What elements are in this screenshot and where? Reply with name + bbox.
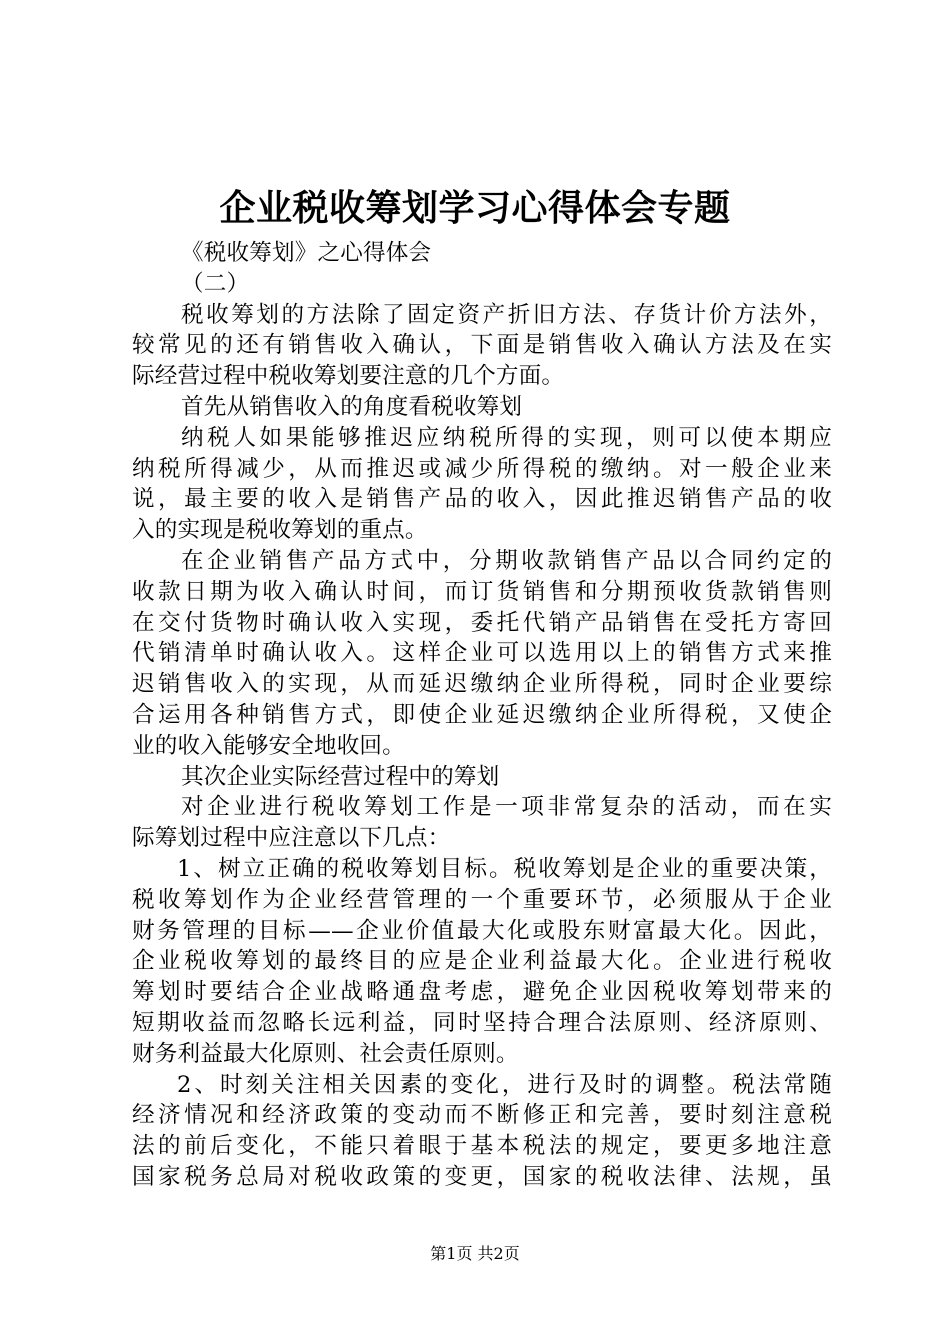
paragraph-line: 入的实现是税收筹划的重点。 [132, 517, 428, 544]
paragraph-line: 际筹划过程中应注意以下几点： [132, 825, 451, 852]
paragraph-line: 在企业销售产品方式中，分期收款销售产品以合同约定的 [181, 547, 832, 574]
paragraph-line: 企业税收筹划的最终目的应是企业利益最大化。企业进行税收 [132, 948, 832, 975]
paragraph-line: 迟销售收入的实现，从而延迟缴纳企业所得税，同时企业要综 [132, 671, 832, 698]
paragraph-line: 税收筹划作为企业经营管理的一个重要环节，必须服从于企业 [132, 886, 832, 913]
paragraph-line: 经济情况和经济政策的变动而不断修正和完善，要时刻注意税 [132, 1102, 832, 1129]
paragraph-line: 国家税务总局对税收政策的变更，国家的税收法律、法规，虽 [132, 1163, 832, 1190]
paragraph-line: 际经营过程中税收筹划要注意的几个方面。 [132, 363, 565, 390]
list-item-line: 2、时刻关注相关因素的变化，进行及时的调整。税法常随 [177, 1071, 832, 1098]
paragraph-line: 法的前后变化，不能只着眼于基本税法的规定，要更多地注意 [132, 1133, 832, 1160]
list-item-line: 1、树立正确的税收筹划目标。税收筹划是企业的重要决策， [177, 855, 832, 882]
paragraph-line: 说，最主要的收入是销售产品的收入，因此推迟销售产品的收 [132, 486, 832, 513]
paragraph-line: 纳税人如果能够推迟应纳税所得的实现，则可以使本期应 [181, 424, 832, 451]
section-heading: 其次企业实际经营过程中的筹划 [181, 763, 500, 790]
paragraph-line: 筹划时要结合企业战略通盘考虑，避免企业因税收筹划带来的 [132, 979, 832, 1006]
paragraph-line: 财务利益最大化原则、社会责任原则。 [132, 1040, 519, 1067]
paragraph-line: 税收筹划的方法除了固定资产折旧方法、存货计价方法外， [181, 301, 832, 328]
paragraph-line: 业的收入能够安全地收回。 [132, 732, 405, 759]
paragraph-line: 较常见的还有销售收入确认，下面是销售收入确认方法及在实 [132, 332, 832, 359]
paragraph-line: 代销清单时确认收入。这样企业可以选用以上的销售方式来推 [132, 640, 832, 667]
paragraph-line: 短期收益而忽略长远利益，同时坚持合理合法原则、经济原则、 [132, 1009, 832, 1036]
paragraph-line: 财务管理的目标——企业价值最大化或股东财富最大化。因此， [132, 917, 832, 944]
section-heading: 首先从销售收入的角度看税收筹划 [181, 393, 523, 420]
paragraph-line: 合运用各种销售方式，即使企业延迟缴纳企业所得税，又使企 [132, 701, 832, 728]
document-title: 企业税收筹划学习心得体会专题 [219, 188, 731, 229]
page-number-footer: 第1页 共2页 [430, 1244, 520, 1263]
paragraph-line: 对企业进行税收筹划工作是一项非常复杂的活动，而在实 [181, 794, 832, 821]
document-body [132, 238, 832, 1193]
paragraph-line: 收款日期为收入确认时间，而订货销售和分期预收货款销售则 [132, 578, 832, 605]
section-number: （二） [181, 270, 250, 297]
paragraph-line: 在交付货物时确认收入实现，委托代销产品销售在受托方寄回 [132, 609, 832, 636]
subtitle: 《税收筹划》之心得体会 [181, 240, 432, 266]
paragraph-line: 纳税所得减少，从而推迟或减少所得税的缴纳。对一般企业来 [132, 455, 832, 482]
